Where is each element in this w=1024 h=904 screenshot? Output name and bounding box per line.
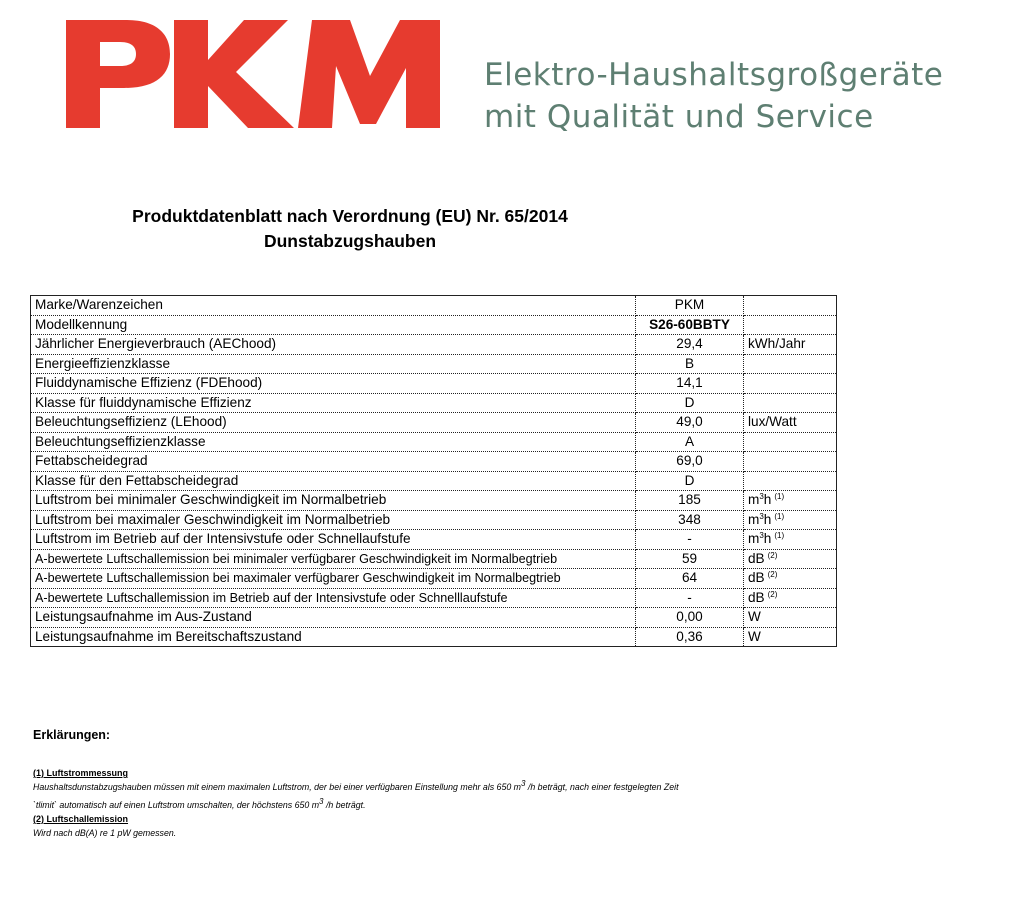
row-value: S26-60BBTY	[636, 315, 744, 335]
header	[0, 0, 1024, 140]
row-label: A-bewertete Luftschallemission bei minimaler verfügbarer Geschwindigkeit im Normalbegtrieb	[31, 549, 636, 569]
row-value: 49,0	[636, 413, 744, 433]
unit-per: h	[763, 492, 772, 508]
row-value: 0,36	[636, 627, 744, 647]
row-unit: kWh/Jahr	[744, 335, 837, 355]
row-unit: lux/Watt	[744, 413, 837, 433]
table-row	[31, 393, 837, 413]
pkm-logo	[66, 20, 440, 128]
row-value: 59	[636, 549, 744, 569]
table-row	[31, 530, 837, 550]
footnote-ref: (1)	[774, 511, 785, 521]
table-row	[31, 608, 837, 628]
row-unit	[744, 569, 837, 589]
footnote-ref: (2)	[767, 589, 778, 599]
row-unit: W	[744, 627, 837, 647]
row-unit	[744, 393, 837, 413]
table-row	[31, 627, 837, 647]
explanations-title: Erklärungen:	[33, 728, 111, 742]
note-1-line-1: Haushaltsdunstabzugshauben müssen mit einem maximalen Luftstrom, der bei einer verfügbaren Einstellung mehr als 650 $m^3$ /h beträgt, nach einer festgelegten Zeit	[33, 779, 679, 792]
unit-text: dB	[748, 589, 765, 605]
unit-per: h	[763, 531, 772, 547]
row-label: Jährlicher Energieverbrauch (AEChood)	[31, 335, 636, 355]
table-row	[31, 569, 837, 589]
tagline	[484, 54, 943, 138]
row-value: D	[636, 393, 744, 413]
table-row	[31, 549, 837, 569]
table-row	[31, 491, 837, 511]
row-label: Modellkennung	[31, 315, 636, 335]
row-label: Luftstrom bei maximaler Geschwindigkeit im Normalbetrieb	[31, 510, 636, 530]
row-value: 14,1	[636, 374, 744, 394]
title-line-2: Dunstabzugshauben	[263, 231, 437, 251]
row-unit	[744, 530, 837, 550]
row-label: Beleuchtungseffizienzklasse	[31, 432, 636, 452]
row-unit	[744, 471, 837, 491]
unit-base: m	[748, 511, 760, 527]
unit-per: h	[763, 511, 772, 527]
row-unit	[744, 432, 837, 452]
table-row	[31, 471, 837, 491]
row-value: 64	[636, 569, 744, 589]
table-row	[31, 296, 837, 316]
row-value: 69,0	[636, 452, 744, 472]
footnote-ref: (1)	[774, 531, 785, 541]
row-unit	[744, 374, 837, 394]
row-value: 348	[636, 510, 744, 530]
row-unit: W	[744, 608, 837, 628]
footnote-ref: (2)	[767, 550, 778, 560]
document-title	[0, 204, 700, 254]
note-2-text: Wird nach dB(A) re 1 pW gemessen.	[33, 828, 177, 838]
row-unit	[744, 315, 837, 335]
table-row	[31, 413, 837, 433]
row-unit	[744, 510, 837, 530]
table-row	[31, 374, 837, 394]
row-label: Luftstrom bei minimaler Geschwindigkeit im Normalbetrieb	[31, 491, 636, 511]
table-row	[31, 452, 837, 472]
row-unit	[744, 549, 837, 569]
row-label: Fettabscheidegrad	[31, 452, 636, 472]
row-value: D	[636, 471, 744, 491]
row-label: Beleuchtungseffizienz (LEhood)	[31, 413, 636, 433]
table-row	[31, 335, 837, 355]
row-label: A-bewertete Luftschallemission bei maximaler verfügbarer Geschwindigkeit im Normalbegtrieb	[31, 569, 636, 589]
row-label: A-bewertete Luftschallemission im Betrieb auf der Intensivstufe oder Schnelllaufstufe	[31, 588, 636, 608]
table-row	[31, 432, 837, 452]
row-unit	[744, 296, 837, 316]
row-unit	[744, 588, 837, 608]
note-2-heading: (2) Luftschallemission	[33, 814, 129, 824]
row-label: Luftstrom im Betrieb auf der Intensivstufe oder Schnellaufstufe	[31, 530, 636, 550]
title-line-1: Produktdatenblatt nach Verordnung (EU) Nr. 65/2014	[132, 206, 568, 226]
row-value: B	[636, 354, 744, 374]
table-row	[31, 354, 837, 374]
table-row	[31, 588, 837, 608]
row-value: 0,00	[636, 608, 744, 628]
unit-exponent: 3	[759, 511, 764, 521]
row-label: Klasse für fluiddynamische Effizienz	[31, 393, 636, 413]
row-label: Klasse für den Fettabscheidegrad	[31, 471, 636, 491]
unit-base: m	[748, 531, 760, 547]
explanations	[33, 728, 993, 842]
table-row	[31, 510, 837, 530]
product-data-table	[30, 295, 837, 647]
note-1-line-2: `tlimit` automatisch auf einen Luftstrom umschalten, der höchstens 650 $m^3$ /h beträgt.	[33, 797, 366, 810]
unit-exponent: 3	[759, 531, 764, 541]
row-value: 185	[636, 491, 744, 511]
row-value: A	[636, 432, 744, 452]
table-row	[31, 315, 837, 335]
tagline-line-2: mit Qualität und Service	[484, 99, 874, 135]
row-label: Leistungsaufnahme im Aus-Zustand	[31, 608, 636, 628]
row-label: Leistungsaufnahme im Bereitschaftszustand	[31, 627, 636, 647]
row-unit	[744, 491, 837, 511]
row-value: 29,4	[636, 335, 744, 355]
row-value: -	[636, 530, 744, 550]
tagline-line-1: Elektro-Haushaltsgroßgeräte	[484, 57, 944, 93]
row-unit	[744, 452, 837, 472]
unit-text: dB	[748, 550, 765, 566]
unit-base: m	[748, 492, 760, 508]
footnote-ref: (2)	[767, 570, 778, 580]
row-label: Marke/Warenzeichen	[31, 296, 636, 316]
row-value: PKM	[636, 296, 744, 316]
unit-exponent: 3	[759, 492, 764, 502]
row-label: Fluiddynamische Effizienz (FDEhood)	[31, 374, 636, 394]
row-unit	[744, 354, 837, 374]
row-value: -	[636, 588, 744, 608]
note-1-heading: (1) Luftstrommessung	[33, 768, 129, 778]
unit-text: dB	[748, 570, 765, 586]
footnote-ref: (1)	[774, 492, 785, 502]
row-label: Energieeffizienzklasse	[31, 354, 636, 374]
